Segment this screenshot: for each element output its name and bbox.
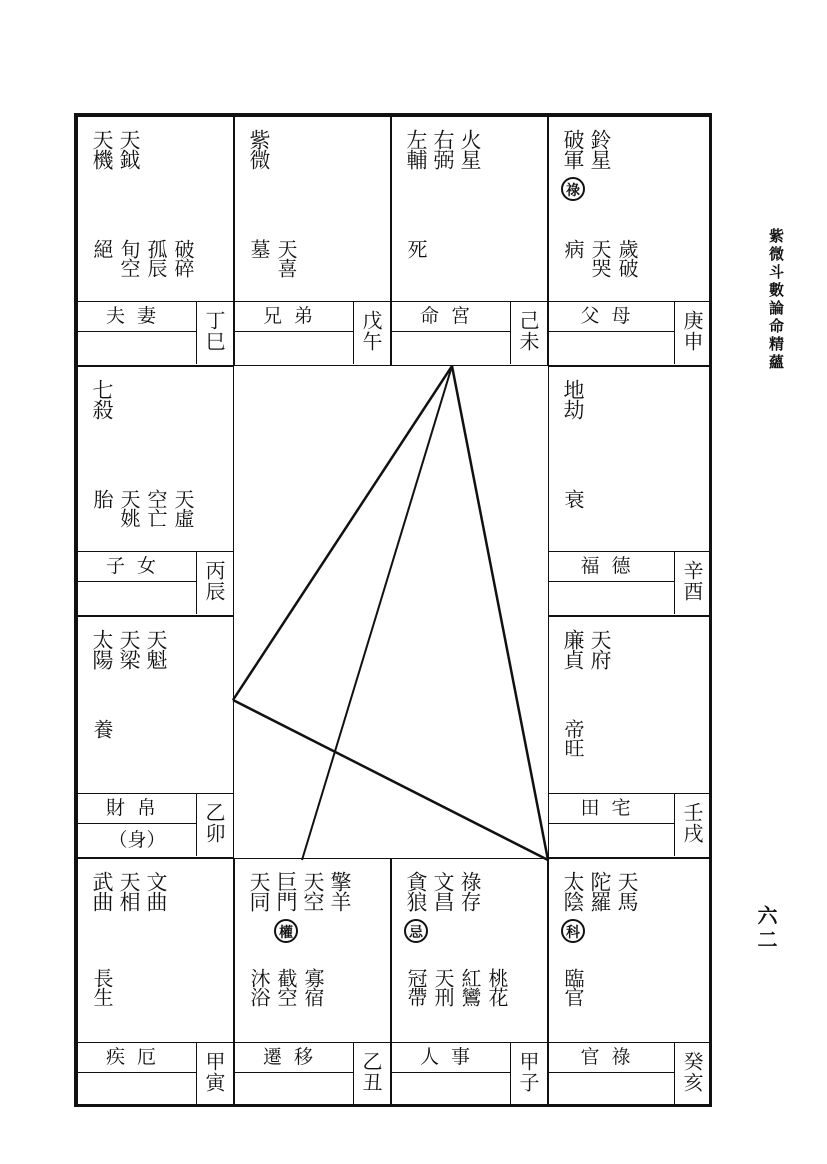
palace-name: 父母 bbox=[549, 302, 675, 332]
minor-star: 病 bbox=[561, 239, 585, 258]
stem-branch: 戊午 bbox=[359, 310, 383, 352]
book-title: 紫微斗數論命精蘊 bbox=[767, 228, 785, 372]
minor-star: 寡宿 bbox=[301, 968, 325, 1006]
palace-zi bbox=[391, 858, 548, 1107]
stem-branch: 癸亥 bbox=[680, 1051, 704, 1093]
palace-name-band bbox=[549, 793, 711, 857]
transformation-circle: 科 bbox=[561, 919, 585, 943]
palace-sub-label bbox=[235, 332, 354, 364]
minor-star: 空亡 bbox=[144, 489, 168, 527]
main-star: 天同 bbox=[247, 871, 271, 911]
palace-sub-label bbox=[549, 824, 675, 856]
minor-star: 冠帶 bbox=[404, 968, 428, 1006]
minor-star: 天喜 bbox=[274, 239, 298, 277]
palace-name-band bbox=[549, 551, 711, 615]
palace-sub-label bbox=[78, 582, 197, 614]
minor-star: 帝旺 bbox=[561, 719, 585, 757]
minor-star: 孤辰 bbox=[144, 239, 168, 277]
main-star: 文曲 bbox=[144, 871, 168, 911]
palace-name: 疾厄 bbox=[78, 1043, 197, 1073]
minor-star: 沐浴 bbox=[247, 968, 271, 1006]
ziwei-chart bbox=[74, 113, 712, 1107]
main-star: 祿存 bbox=[458, 871, 482, 911]
minor-star: 破碎 bbox=[171, 239, 195, 277]
palace-name: 田宅 bbox=[549, 794, 675, 824]
palace-name-band bbox=[392, 1042, 547, 1106]
minor-star: 臨官 bbox=[561, 968, 585, 1006]
palace-name: 子女 bbox=[78, 552, 197, 582]
palace-name: 官祿 bbox=[549, 1043, 675, 1073]
palace-name: 福德 bbox=[549, 552, 675, 582]
main-star: 陀羅 bbox=[588, 871, 612, 911]
minor-star: 養 bbox=[90, 719, 114, 738]
palace-sub-label bbox=[392, 332, 511, 364]
palace-name: 人事 bbox=[392, 1043, 511, 1073]
palace-sub-label bbox=[549, 1073, 675, 1105]
palace-wu bbox=[234, 116, 391, 366]
stem-branch: 丁巳 bbox=[202, 310, 226, 352]
palace-name-band bbox=[78, 551, 233, 615]
palace-chen bbox=[77, 366, 234, 616]
minor-star: 墓 bbox=[247, 239, 271, 258]
minor-star: 衰 bbox=[561, 489, 585, 508]
main-star: 火星 bbox=[458, 129, 482, 169]
stem-branch: 甲寅 bbox=[202, 1051, 226, 1093]
main-star: 文昌 bbox=[431, 871, 455, 911]
palace-wei bbox=[391, 116, 548, 366]
minor-star: 旬空 bbox=[117, 239, 141, 277]
main-star: 廉貞 bbox=[561, 629, 585, 669]
palace-name-band bbox=[78, 301, 233, 365]
main-star: 破軍 bbox=[561, 129, 585, 169]
palace-name: 遷移 bbox=[235, 1043, 354, 1073]
minor-star: 歲破 bbox=[615, 239, 639, 277]
palace-name: 夫妻 bbox=[78, 302, 197, 332]
main-star: 擎羊 bbox=[328, 871, 352, 911]
transformation-circle: 權 bbox=[274, 919, 298, 943]
palace-name-band bbox=[235, 1042, 390, 1106]
stem-branch: 丙辰 bbox=[202, 560, 226, 602]
palace-chou bbox=[234, 858, 391, 1107]
main-star: 天馬 bbox=[615, 871, 639, 911]
minor-star: 天姚 bbox=[117, 489, 141, 527]
palace-name-band bbox=[392, 301, 547, 365]
minor-star: 死 bbox=[404, 239, 428, 258]
main-star: 鈴星 bbox=[588, 129, 612, 169]
palace-hai bbox=[548, 858, 712, 1107]
main-star: 天魁 bbox=[144, 629, 168, 669]
main-star: 天鉞 bbox=[117, 129, 141, 169]
stem-branch: 甲子 bbox=[516, 1051, 540, 1093]
palace-name-band bbox=[78, 1042, 233, 1106]
palace-name-band bbox=[235, 301, 390, 365]
main-star: 天空 bbox=[301, 871, 325, 911]
palace-mao bbox=[77, 616, 234, 858]
palace-name-band bbox=[78, 793, 233, 857]
transformation-circle: 忌 bbox=[404, 919, 428, 943]
palace-name: 兄弟 bbox=[235, 302, 354, 332]
palace-name: 財帛 bbox=[78, 794, 197, 824]
palace-sub-label bbox=[78, 1073, 197, 1105]
palace-name-band bbox=[549, 301, 711, 365]
stem-branch: 己未 bbox=[516, 310, 540, 352]
palace-name: 命宮 bbox=[392, 302, 511, 332]
palace-yin bbox=[77, 858, 234, 1107]
main-star: 天梁 bbox=[117, 629, 141, 669]
main-star: 天相 bbox=[117, 871, 141, 911]
main-star: 天機 bbox=[90, 129, 114, 169]
palace-xu bbox=[548, 616, 712, 858]
palace-sub-label bbox=[235, 1073, 354, 1105]
palace-sub-label bbox=[549, 332, 675, 364]
main-star: 太陰 bbox=[561, 871, 585, 911]
main-star: 天府 bbox=[588, 629, 612, 669]
transformation-circle: 祿 bbox=[561, 177, 585, 201]
stem-branch: 庚申 bbox=[680, 310, 704, 352]
palace-sub-label: （身） bbox=[78, 824, 197, 856]
minor-star: 絕 bbox=[90, 239, 114, 258]
stem-branch: 乙丑 bbox=[359, 1051, 383, 1093]
palace-shen bbox=[548, 116, 712, 366]
stem-branch: 壬戌 bbox=[680, 802, 704, 844]
main-star: 右弼 bbox=[431, 129, 455, 169]
minor-star: 天哭 bbox=[588, 239, 612, 277]
stem-branch: 辛酉 bbox=[680, 560, 704, 602]
main-star: 貪狼 bbox=[404, 871, 428, 911]
palace-name-band bbox=[549, 1042, 711, 1106]
main-star: 太陽 bbox=[90, 629, 114, 669]
main-star: 左輔 bbox=[404, 129, 428, 169]
minor-star: 截空 bbox=[274, 968, 298, 1006]
minor-star: 桃花 bbox=[485, 968, 509, 1006]
palace-sub-label bbox=[549, 582, 675, 614]
page-number: 六二 bbox=[754, 905, 778, 953]
minor-star: 天虛 bbox=[171, 489, 195, 527]
main-star: 巨門 bbox=[274, 871, 298, 911]
main-star: 武曲 bbox=[90, 871, 114, 911]
palace-sub-label bbox=[78, 332, 197, 364]
minor-star: 胎 bbox=[90, 489, 114, 508]
main-star: 七殺 bbox=[90, 379, 114, 419]
palace-you bbox=[548, 366, 712, 616]
minor-star: 紅鸞 bbox=[458, 968, 482, 1006]
minor-star: 天刑 bbox=[431, 968, 455, 1006]
main-star: 地劫 bbox=[561, 379, 585, 419]
palace-si bbox=[77, 116, 234, 366]
minor-star: 長生 bbox=[90, 968, 114, 1006]
main-star: 紫微 bbox=[247, 129, 271, 169]
palace-sub-label bbox=[392, 1073, 511, 1105]
stem-branch: 乙卯 bbox=[202, 802, 226, 844]
